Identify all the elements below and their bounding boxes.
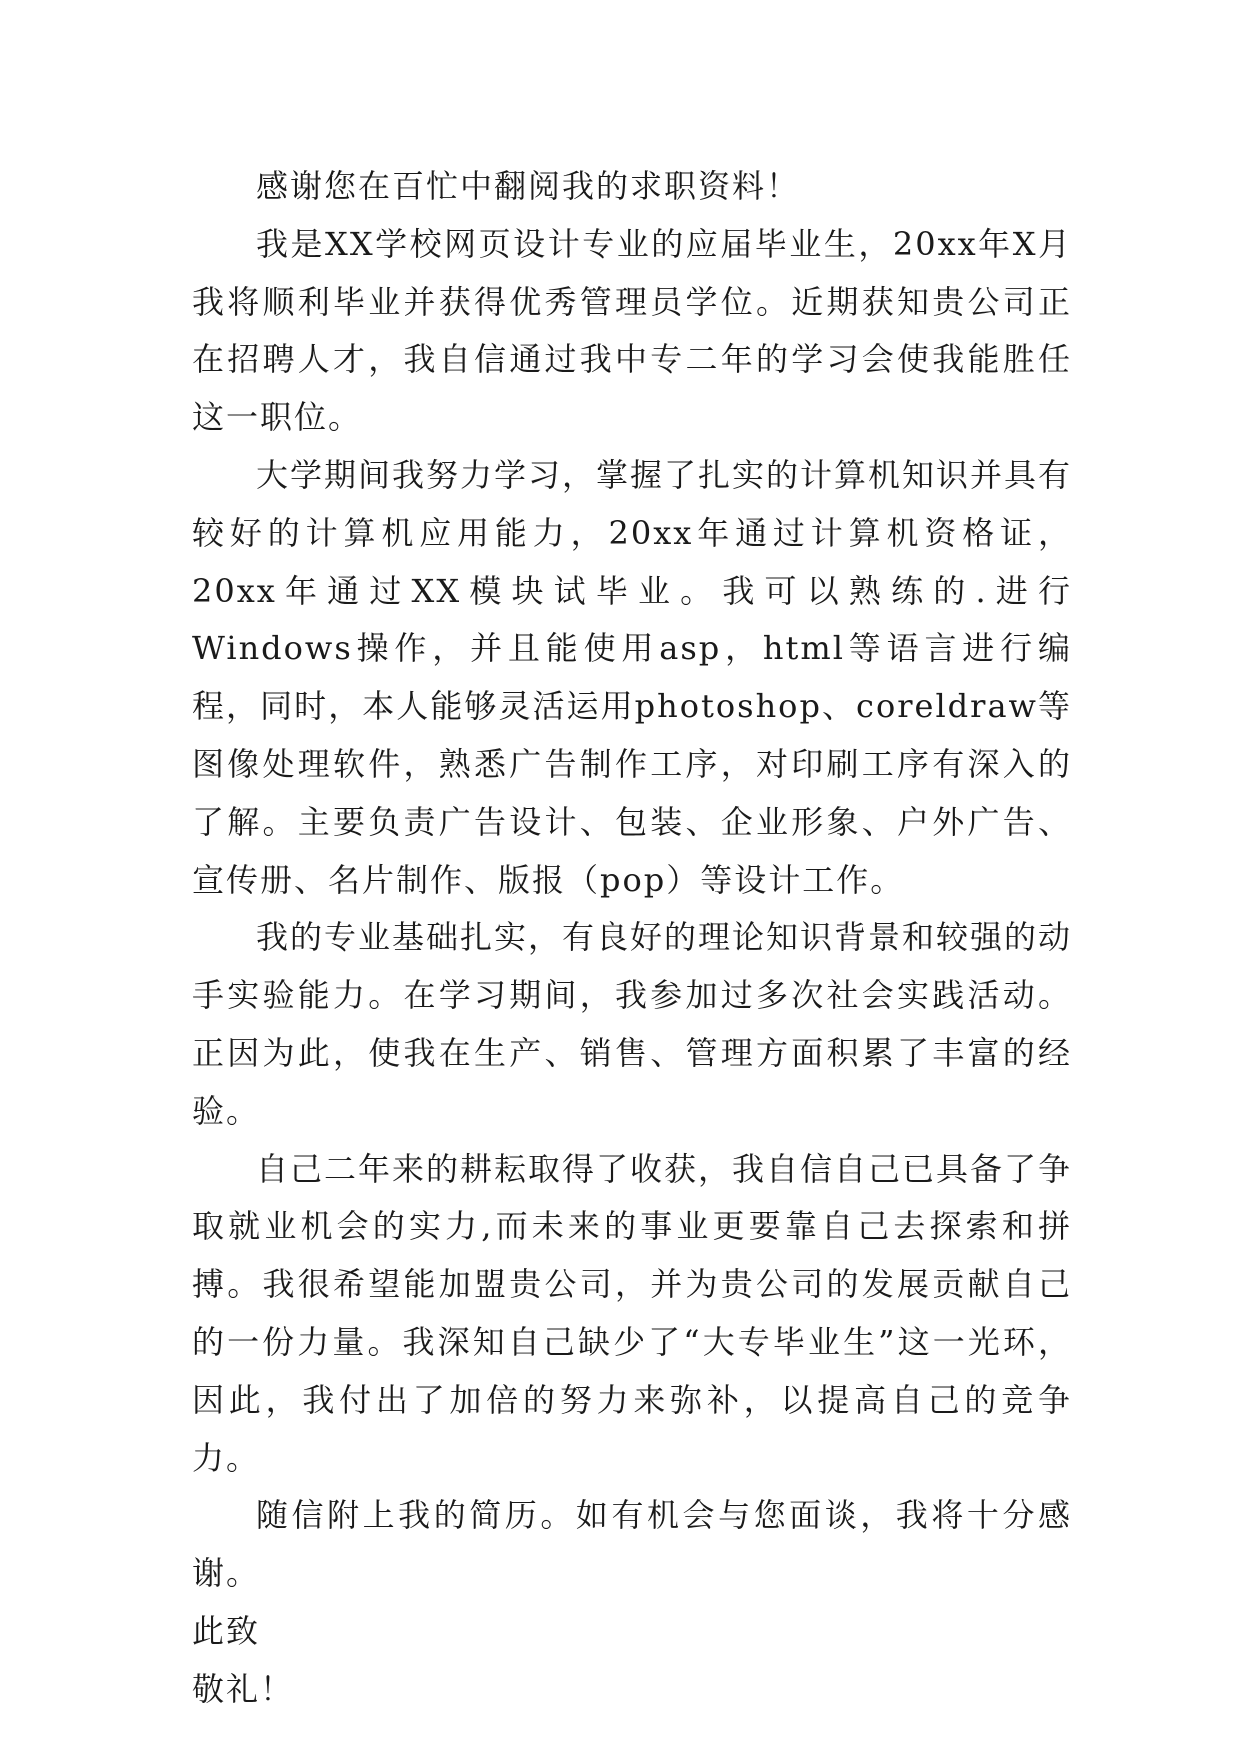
paragraph-introduction: 我是XX学校网页设计专业的应届毕业生，20xx年X月我将顺利毕业并获得优秀管理员学位。近期获知贵公司正在招聘人才，我自信通过我中专二年的学习会使我能胜任这一职位。 (192, 224, 1072, 437)
paragraph-skills: 大学期间我努力学习，掌握了扎实的计算机知识并具有较好的计算机应用能力，20xx年通过计算机资格证，20xx年通过XX模块试毕业。我可以熟练的.进行Windows操作，并且能使用asp，html等语言进行编程，同时，本人能够灵活运用photoshop、coreldraw等图像处理软件，熟悉广告制作工序，对印刷工序有深入的了解。主要负责广告设计、包装、企业形象、户外广告、宣传册、名片制作、版报（pop）等设计工作。 (192, 455, 1073, 899)
closing-regards: 敬礼！ (192, 1669, 295, 1708)
paragraph-greeting: 感谢您在百忙中翻阅我的求职资料！ (256, 167, 801, 205)
paragraph-experience: 我的专业基础扎实，有良好的理论知识背景和较强的动手实验能力。在学习期间，我参加过多次社会实践活动。正因为此，使我在生产、销售、管理方面积累了丰富的经验。 (192, 918, 1073, 1130)
closing-salutation: 此致 (192, 1611, 261, 1650)
paragraph-resume-note: 随信附上我的简历。如有机会与您面谈，我将十分感谢。 (192, 1496, 1072, 1593)
letter-body (192, 158, 1072, 1719)
paragraph-motivation: 自己二年来的耕耘取得了收获，我自信自己已具备了争取就业机会的实力,而未来的事业更要靠自己去探索和拼搏。我很希望能加盟贵公司，并为贵公司的发展贡献自己的一份力量。我深知自己缺少了“大专毕业生”这一光环，因此，我付出了加倍的努力来弥补，以提高自己的竞争力。 (192, 1149, 1073, 1477)
